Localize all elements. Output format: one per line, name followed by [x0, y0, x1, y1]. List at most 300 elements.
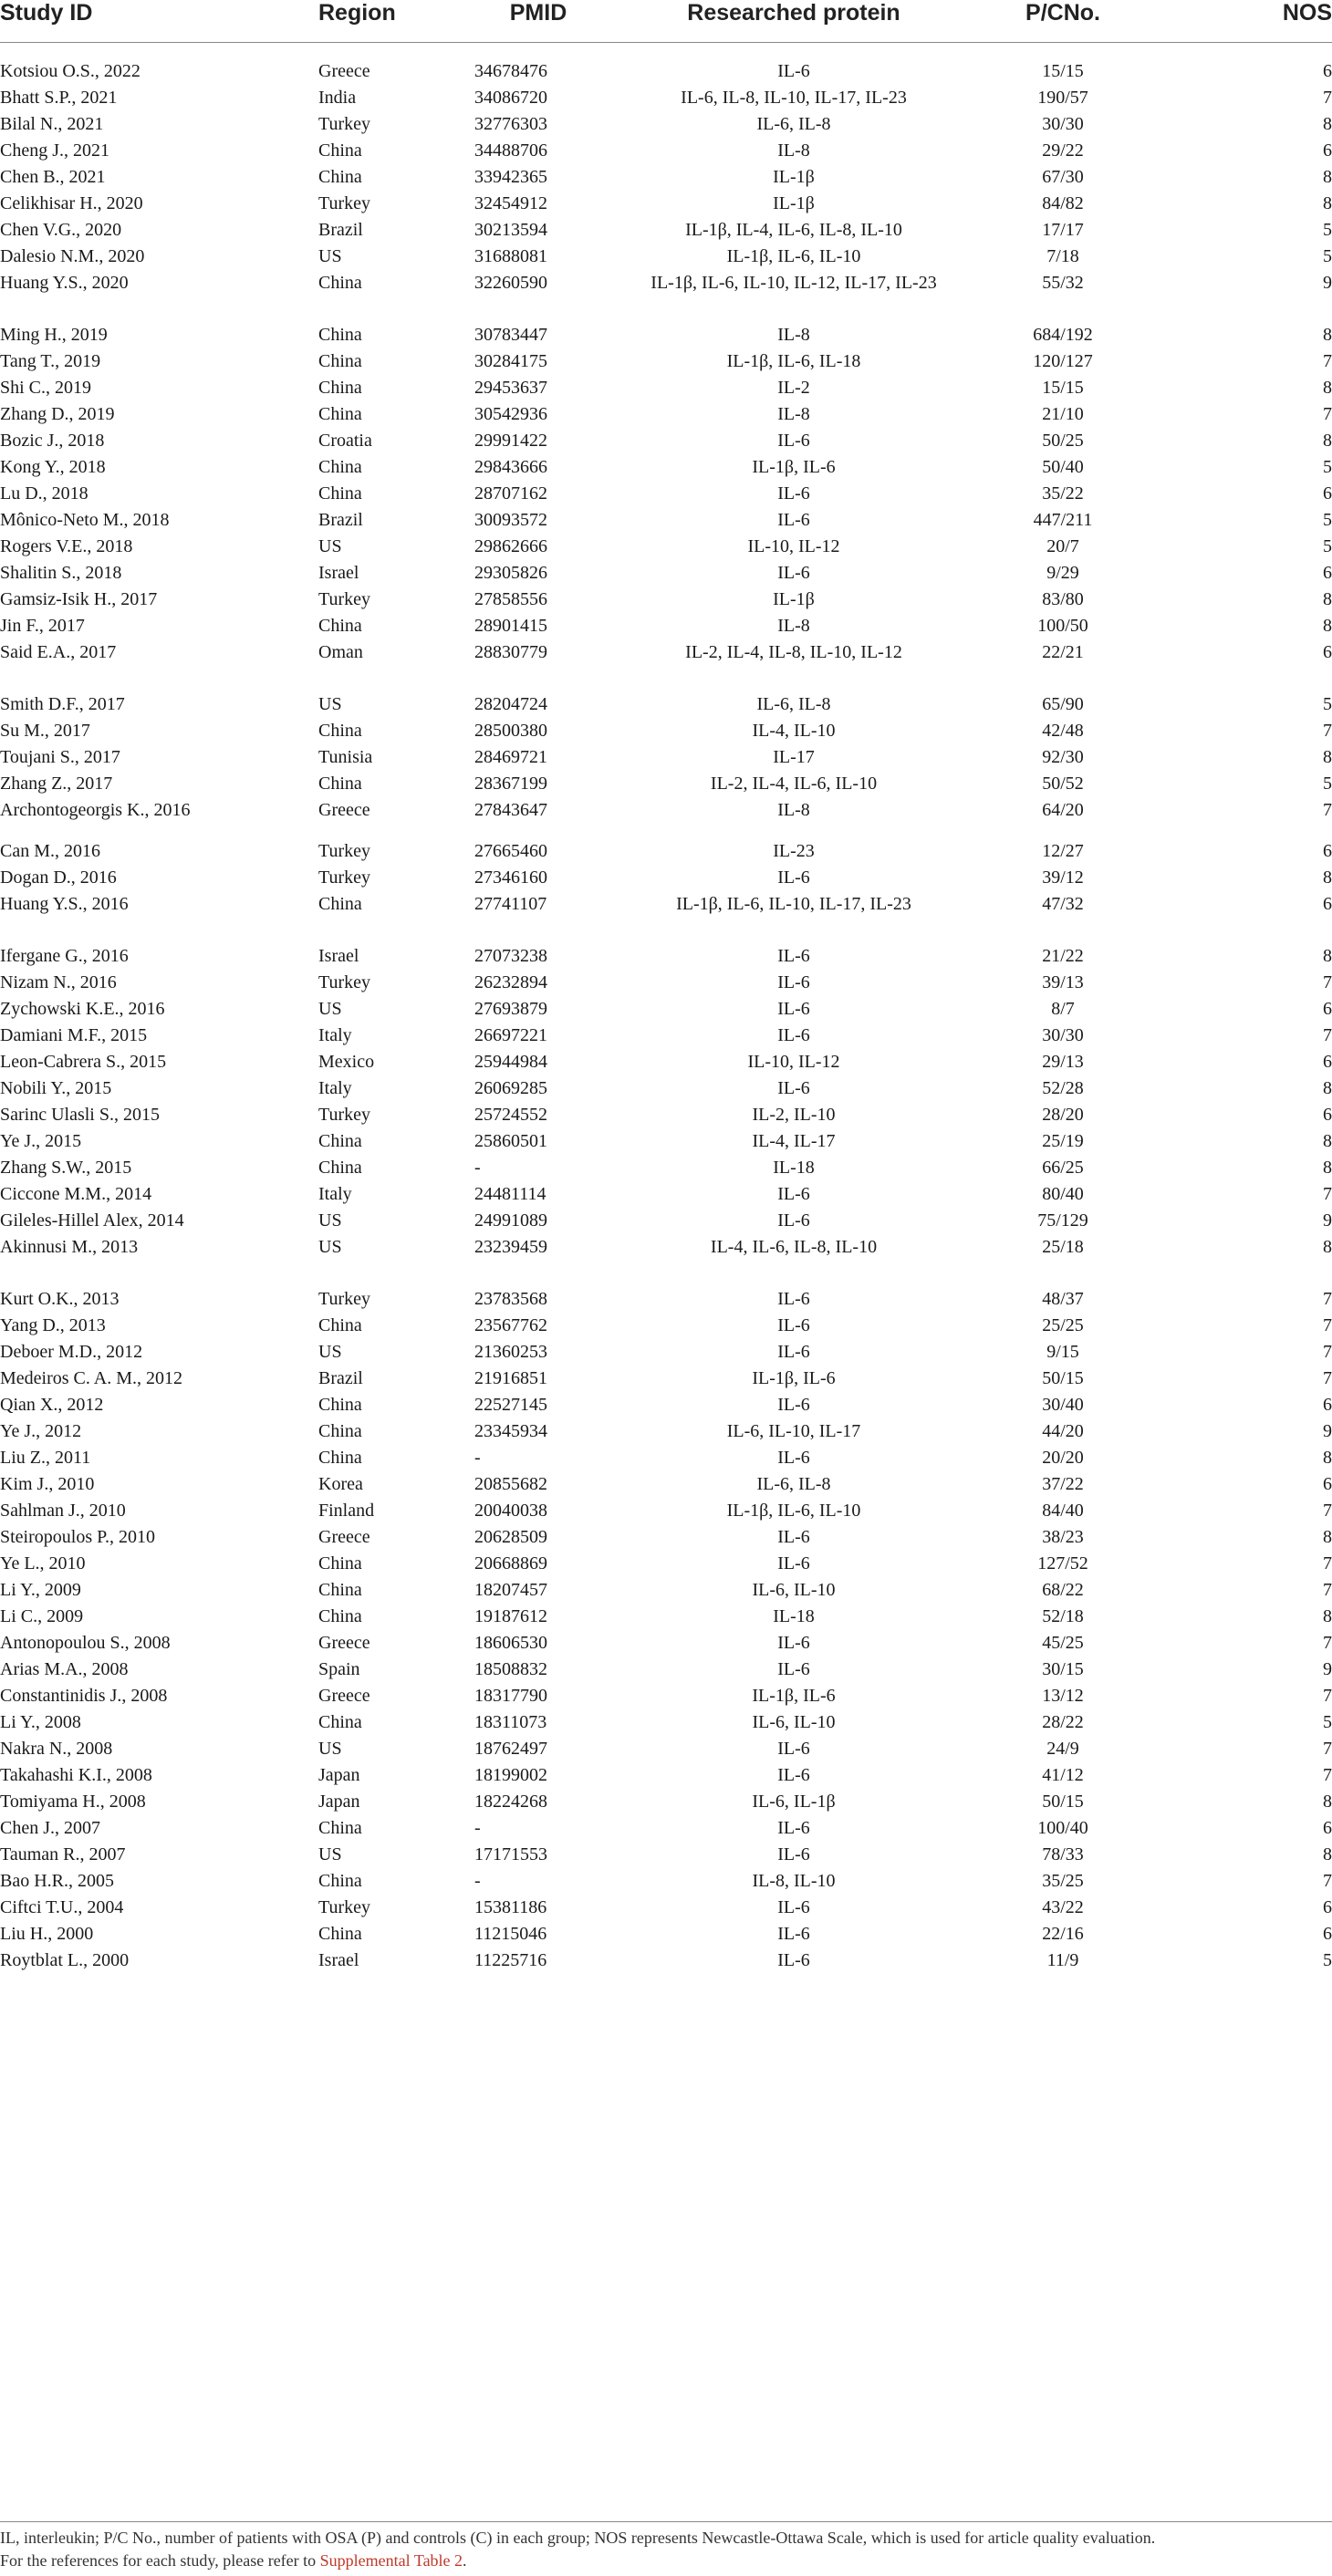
cell-pc-no: 92/30: [1042, 747, 1084, 767]
cell-pmid: 24991089: [474, 1210, 547, 1231]
cell-study-id: Shalitin S., 2018: [0, 563, 122, 583]
cell-region: US: [318, 1210, 342, 1231]
cell-researched-protein: IL-6: [777, 1950, 810, 1970]
cell-nos: 8: [1323, 1237, 1332, 1257]
cell-study-id: Mônico-Neto M., 2018: [0, 510, 170, 530]
cell-pc-no: 22/16: [1042, 1924, 1084, 1944]
cell-researched-protein: IL-8: [777, 325, 810, 345]
cell-study-id: Ifergane G., 2016: [0, 946, 129, 966]
cell-nos: 6: [1323, 1395, 1332, 1415]
cell-pmid: 28707162: [474, 483, 547, 504]
cell-region: Japan: [318, 1792, 360, 1812]
cell-region: China: [318, 1712, 362, 1732]
cell-nos: 7: [1323, 404, 1332, 424]
cell-pmid: 26232894: [474, 972, 547, 992]
cell-pc-no: 50/15: [1042, 1792, 1084, 1812]
cell-researched-protein: IL-1β, IL-6: [752, 1368, 836, 1388]
cell-study-id: Jin F., 2017: [0, 616, 85, 636]
cell-researched-protein: IL-1β, IL-6, IL-10, IL-12, IL-17, IL-23: [650, 273, 937, 293]
cell-nos: 8: [1323, 867, 1332, 888]
cell-pmid: 28204724: [474, 694, 547, 714]
cell-pmid: 26697221: [474, 1025, 547, 1045]
cell-pmid: 23783568: [474, 1289, 547, 1309]
cell-pmid: -: [474, 1158, 481, 1178]
cell-study-id: Dalesio N.M., 2020: [0, 246, 145, 266]
cell-pc-no: 52/28: [1042, 1078, 1084, 1098]
table-row: [0, 1376, 1332, 1415]
cell-pc-no: 35/22: [1042, 483, 1084, 504]
cell-pc-no: 52/18: [1042, 1606, 1084, 1626]
cell-pmid: 18606530: [474, 1633, 547, 1653]
cell-pc-no: 44/20: [1042, 1421, 1084, 1441]
cell-researched-protein: IL-1β, IL-6, IL-10, IL-17, IL-23: [676, 894, 911, 914]
cell-region: Brazil: [318, 510, 363, 530]
cell-region: Italy: [318, 1184, 352, 1204]
cell-region: US: [318, 1844, 342, 1864]
cell-nos: 7: [1323, 800, 1332, 820]
cell-researched-protein: IL-6: [777, 1448, 810, 1468]
cell-region: Greece: [318, 1633, 370, 1653]
table-row: [0, 1350, 1332, 1388]
table-row: [0, 1113, 1332, 1151]
cell-pc-no: 100/40: [1037, 1818, 1088, 1838]
cell-pmid: 29991422: [474, 431, 547, 451]
cell-researched-protein: IL-6: [777, 1395, 810, 1415]
cell-pc-no: 45/25: [1042, 1633, 1084, 1653]
cell-region: Turkey: [318, 1289, 371, 1309]
cell-study-id: Nizam N., 2016: [0, 972, 117, 992]
cell-region: Brazil: [318, 1368, 363, 1388]
cell-pc-no: 37/22: [1042, 1474, 1084, 1494]
table-row: [0, 545, 1332, 583]
cell-region: China: [318, 378, 362, 398]
cell-pc-no: 80/40: [1042, 1184, 1084, 1204]
cell-pc-no: 21/10: [1042, 404, 1084, 424]
table-row: [0, 1219, 1332, 1271]
cell-pc-no: 7/18: [1046, 246, 1079, 266]
cell-nos: 6: [1323, 1105, 1332, 1125]
cell-pc-no: 42/48: [1042, 721, 1084, 741]
table-row: [0, 228, 1332, 266]
cell-researched-protein: IL-6, IL-10: [752, 1712, 836, 1732]
cell-researched-protein: IL-8, IL-10: [752, 1871, 836, 1891]
cell-pmid: 33942365: [474, 167, 547, 187]
cell-researched-protein: IL-10, IL-12: [747, 536, 840, 556]
cell-pmid: 32454912: [474, 193, 547, 213]
cell-nos: 8: [1323, 1078, 1332, 1098]
table-row: [0, 492, 1332, 530]
cell-pmid: 18311073: [474, 1712, 547, 1732]
cell-study-id: Su M., 2017: [0, 721, 90, 741]
header-region: Region: [318, 0, 396, 26]
cell-region: China: [318, 404, 362, 424]
cell-researched-protein: IL-6, IL-10: [752, 1580, 836, 1600]
cell-pmid: 27073238: [474, 946, 547, 966]
cell-researched-protein: IL-17: [773, 747, 815, 767]
cell-researched-protein: IL-18: [773, 1158, 815, 1178]
cell-researched-protein: IL-1β, IL-6: [752, 1686, 836, 1706]
cell-pmid: 21360253: [474, 1342, 547, 1362]
cell-pc-no: 20/7: [1046, 536, 1079, 556]
table-row: [0, 1509, 1332, 1547]
cell-study-id: Gamsiz-Isik H., 2017: [0, 589, 158, 609]
cell-region: Turkey: [318, 114, 371, 134]
table-row: [0, 1667, 1332, 1706]
table-row: [0, 518, 1332, 556]
cell-region: China: [318, 1131, 362, 1151]
cell-pmid: 23239459: [474, 1237, 547, 1257]
cell-study-id: Bilal N., 2021: [0, 114, 104, 134]
cell-pc-no: 9/15: [1046, 1342, 1079, 1362]
header-nos: NOS: [1282, 0, 1332, 26]
cell-researched-protein: IL-6, IL-8: [756, 1474, 831, 1494]
cell-researched-protein: IL-23: [773, 841, 815, 861]
table-row: [0, 1588, 1332, 1626]
cell-researched-protein: IL-6: [777, 1924, 810, 1944]
cell-study-id: Ciccone M.M., 2014: [0, 1184, 152, 1204]
cell-study-id: Bozic J., 2018: [0, 431, 105, 451]
cell-study-id: Archontogeorgis K., 2016: [0, 800, 191, 820]
cell-region: Greece: [318, 61, 370, 81]
cell-researched-protein: IL-1β, IL-6: [752, 457, 836, 477]
cell-study-id: Tomiyama H., 2008: [0, 1792, 146, 1812]
cell-study-id: Kurt O.K., 2013: [0, 1289, 120, 1309]
cell-study-id: Chen B., 2021: [0, 167, 106, 187]
cell-pc-no: 22/21: [1042, 642, 1084, 662]
table-row: [0, 954, 1332, 992]
table-row: [0, 1747, 1332, 1785]
cell-study-id: Kotsiou O.S., 2022: [0, 61, 140, 81]
table-header: [0, 0, 1332, 42]
table-row: [0, 1694, 1332, 1732]
cell-pmid: 23345934: [474, 1421, 547, 1441]
cell-region: Finland: [318, 1501, 375, 1521]
cell-nos: 9: [1323, 273, 1332, 293]
cell-nos: 7: [1323, 1368, 1332, 1388]
cell-region: Turkey: [318, 867, 371, 888]
cell-region: Korea: [318, 1474, 363, 1494]
cell-nos: 8: [1323, 1131, 1332, 1151]
cell-researched-protein: IL-6: [777, 1739, 810, 1759]
cell-pc-no: 28/22: [1042, 1712, 1084, 1732]
table-row: [0, 1324, 1332, 1362]
cell-pmid: 18224268: [474, 1792, 547, 1812]
cell-pmid: 17171553: [474, 1844, 547, 1864]
cell-nos: 7: [1323, 1289, 1332, 1309]
table-row: [0, 676, 1332, 714]
table-row: [0, 1482, 1332, 1521]
table-row: [0, 1826, 1332, 1864]
cell-pc-no: 8/7: [1051, 999, 1075, 1019]
table-row: [0, 1906, 1332, 1944]
table-row: [0, 1139, 1332, 1178]
cell-study-id: Deboer M.D., 2012: [0, 1342, 143, 1362]
cell-study-id: Sarinc Ulasli S., 2015: [0, 1105, 160, 1125]
cell-researched-protein: IL-6, IL-8: [756, 694, 831, 714]
cell-nos: 8: [1323, 1158, 1332, 1178]
table-row: [0, 1615, 1332, 1653]
cell-pc-no: 190/57: [1037, 88, 1088, 108]
cell-pmid: 18762497: [474, 1739, 547, 1759]
table-row: [0, 465, 1332, 504]
cell-pmid: 27665460: [474, 841, 547, 861]
footnote-references: [0, 2550, 1332, 2572]
cell-nos: 5: [1323, 1950, 1332, 1970]
cell-region: US: [318, 536, 342, 556]
cell-region: Turkey: [318, 972, 371, 992]
cell-region: China: [318, 1924, 362, 1944]
cell-pc-no: 30/30: [1042, 1025, 1084, 1045]
cell-study-id: Tauman R., 2007: [0, 1844, 126, 1864]
cell-nos: 8: [1323, 114, 1332, 134]
cell-region: China: [318, 1818, 362, 1838]
cell-nos: 8: [1323, 1606, 1332, 1626]
cell-pc-no: 120/127: [1033, 351, 1093, 371]
cell-region: Turkey: [318, 1897, 371, 1917]
cell-researched-protein: IL-6, IL-8: [756, 114, 831, 134]
cell-study-id: Li Y., 2008: [0, 1712, 81, 1732]
cell-region: China: [318, 1421, 362, 1441]
table-row: [0, 1271, 1332, 1309]
cell-study-id: Akinnusi M., 2013: [0, 1237, 139, 1257]
cell-nos: 8: [1323, 431, 1332, 451]
cell-region: China: [318, 774, 362, 794]
cell-nos: 5: [1323, 536, 1332, 556]
cell-pmid: 20040038: [474, 1501, 547, 1521]
cell-researched-protein: IL-6: [777, 1765, 810, 1785]
cell-researched-protein: IL-1β, IL-4, IL-6, IL-8, IL-10: [685, 220, 902, 240]
cell-researched-protein: IL-4, IL-10: [752, 721, 836, 741]
cell-study-id: Can M., 2016: [0, 841, 100, 861]
cell-study-id: Ye L., 2010: [0, 1553, 86, 1574]
cell-study-id: Shi C., 2019: [0, 378, 92, 398]
footer-divider: [0, 2521, 1332, 2522]
cell-region: China: [318, 167, 362, 187]
cell-pc-no: 48/37: [1042, 1289, 1084, 1309]
footnote-abbreviations: IL, interleukin; P/C No., number of patients with OSA (P) and controls (C) in each group; NOS represents Newcastle-Ottawa Scale, which is used for article quality evaluation.: [0, 2529, 1156, 2547]
cell-pmid: 28500380: [474, 721, 547, 741]
cell-pmid: 20628509: [474, 1527, 547, 1547]
cell-pc-no: 64/20: [1042, 800, 1084, 820]
cell-researched-protein: IL-6: [777, 1342, 810, 1362]
cell-researched-protein: IL-2, IL-10: [752, 1105, 836, 1125]
cell-pc-no: 12/27: [1042, 841, 1084, 861]
cell-region: Mexico: [318, 1052, 375, 1072]
cell-region: Greece: [318, 800, 370, 820]
cell-pmid: -: [474, 1818, 481, 1838]
cell-researched-protein: IL-6: [777, 999, 810, 1019]
cell-pc-no: 47/32: [1042, 894, 1084, 914]
table-row: [0, 981, 1332, 1019]
cell-pc-no: 78/33: [1042, 1844, 1084, 1864]
cell-region: China: [318, 1448, 362, 1468]
cell-study-id: Medeiros C. A. M., 2012: [0, 1368, 182, 1388]
cell-nos: 8: [1323, 167, 1332, 187]
cell-nos: 8: [1323, 1844, 1332, 1864]
cell-researched-protein: IL-2, IL-4, IL-8, IL-10, IL-12: [685, 642, 902, 662]
cell-study-id: Roytblat L., 2000: [0, 1950, 130, 1970]
cell-researched-protein: IL-6: [777, 1553, 810, 1574]
table-row: [0, 202, 1332, 240]
cell-pmid: 15381186: [474, 1897, 547, 1917]
cell-pc-no: 55/32: [1042, 273, 1084, 293]
cell-pc-no: 17/17: [1042, 220, 1084, 240]
cell-pmid: 34086720: [474, 88, 547, 108]
table-row: [0, 1720, 1332, 1759]
cell-pmid: 30542936: [474, 404, 547, 424]
cell-region: China: [318, 1580, 362, 1600]
cell-pmid: 31688081: [474, 246, 547, 266]
table-row: [0, 928, 1332, 966]
cell-nos: 8: [1323, 747, 1332, 767]
cell-pc-no: 25/19: [1042, 1131, 1084, 1151]
cell-nos: 8: [1323, 946, 1332, 966]
cell-pmid: 28901415: [474, 616, 547, 636]
cell-nos: 9: [1323, 1210, 1332, 1231]
cell-pmid: 21916851: [474, 1368, 547, 1388]
cell-study-id: Li Y., 2009: [0, 1580, 81, 1600]
cell-study-id: Qian X., 2012: [0, 1395, 104, 1415]
cell-region: Israel: [318, 563, 359, 583]
cell-region: China: [318, 140, 362, 161]
table-row: [0, 175, 1332, 213]
header-researched-protein: Researched protein: [687, 0, 900, 26]
cell-researched-protein: IL-8: [777, 140, 810, 161]
cell-nos: 5: [1323, 510, 1332, 530]
table-footnote: [0, 2527, 1332, 2572]
cell-pc-no: 50/52: [1042, 774, 1084, 794]
cell-region: Israel: [318, 946, 359, 966]
footnote-ref-prefix: For the references for each study, please refer to: [0, 2551, 320, 2570]
cell-pmid: 25860501: [474, 1131, 547, 1151]
cell-nos: 6: [1323, 894, 1332, 914]
table-row: [0, 782, 1332, 823]
cell-nos: 5: [1323, 246, 1332, 266]
cell-nos: 9: [1323, 1421, 1332, 1441]
cell-pmid: 26069285: [474, 1078, 547, 1098]
table-row: [0, 729, 1332, 767]
cell-pmid: 30213594: [474, 220, 547, 240]
cell-study-id: Kim J., 2010: [0, 1474, 95, 1494]
cell-pmid: -: [474, 1448, 481, 1468]
cell-region: China: [318, 273, 362, 293]
cell-region: China: [318, 1871, 362, 1891]
cell-study-id: Dogan D., 2016: [0, 867, 117, 888]
cell-region: Turkey: [318, 841, 371, 861]
cell-nos: 9: [1323, 1659, 1332, 1679]
cell-region: Croatia: [318, 431, 372, 451]
cell-pmid: 11215046: [474, 1924, 547, 1944]
cell-pmid: 30093572: [474, 510, 547, 530]
cell-study-id: Zhang Z., 2017: [0, 774, 113, 794]
cell-study-id: Zychowski K.E., 2016: [0, 999, 165, 1019]
cell-region: China: [318, 483, 362, 504]
cell-study-id: Constantinidis J., 2008: [0, 1686, 168, 1706]
cell-researched-protein: IL-6: [777, 1844, 810, 1864]
cell-pmid: 24481114: [474, 1184, 546, 1204]
cell-region: China: [318, 325, 362, 345]
supplemental-table-link[interactable]: Supplemental Table 2: [319, 2551, 463, 2570]
cell-nos: 8: [1323, 1448, 1332, 1468]
cell-region: China: [318, 616, 362, 636]
cell-study-id: Damiani M.F., 2015: [0, 1025, 148, 1045]
cell-nos: 7: [1323, 1501, 1332, 1521]
cell-pc-no: 30/30: [1042, 114, 1084, 134]
cell-region: Israel: [318, 1950, 359, 1970]
cell-researched-protein: IL-4, IL-17: [752, 1131, 836, 1151]
cell-pc-no: 83/80: [1042, 589, 1084, 609]
cell-pc-no: 25/25: [1042, 1315, 1084, 1335]
cell-pc-no: 68/22: [1042, 1580, 1084, 1600]
cell-researched-protein: IL-1β, IL-6, IL-10: [726, 246, 861, 266]
cell-pmid: 11225716: [474, 1950, 547, 1970]
cell-researched-protein: IL-6: [777, 1527, 810, 1547]
cell-region: US: [318, 1739, 342, 1759]
cell-region: China: [318, 457, 362, 477]
cell-nos: 7: [1323, 1739, 1332, 1759]
cell-study-id: Rogers V.E., 2018: [0, 536, 133, 556]
table-row: [0, 1403, 1332, 1441]
cell-pc-no: 30/40: [1042, 1395, 1084, 1415]
cell-study-id: Liu H., 2000: [0, 1924, 94, 1944]
cell-study-id: Sahlman J., 2010: [0, 1501, 126, 1521]
cell-pc-no: 20/20: [1042, 1448, 1084, 1468]
cell-researched-protein: IL-8: [777, 404, 810, 424]
table-row: [0, 254, 1332, 306]
cell-nos: 5: [1323, 220, 1332, 240]
cell-region: Brazil: [318, 220, 363, 240]
cell-pmid: 27693879: [474, 999, 547, 1019]
cell-nos: 7: [1323, 1184, 1332, 1204]
cell-study-id: Nakra N., 2008: [0, 1739, 113, 1759]
cell-researched-protein: IL-18: [773, 1606, 815, 1626]
cell-nos: 6: [1323, 841, 1332, 861]
cell-study-id: Gileles-Hillel Alex, 2014: [0, 1210, 184, 1231]
cell-pc-no: 447/211: [1033, 510, 1093, 530]
table-row: [0, 1297, 1332, 1335]
cell-researched-protein: IL-6: [777, 1078, 810, 1098]
cell-nos: 7: [1323, 1580, 1332, 1600]
cell-nos: 6: [1323, 999, 1332, 1019]
cell-pc-no: 24/9: [1046, 1739, 1079, 1759]
cell-study-id: Chen V.G., 2020: [0, 220, 122, 240]
cell-researched-protein: IL-6: [777, 510, 810, 530]
cell-researched-protein: IL-6: [777, 1184, 810, 1204]
cell-researched-protein: IL-1β, IL-6, IL-18: [726, 351, 861, 371]
cell-region: Turkey: [318, 1105, 371, 1125]
header-study-id: Study ID: [0, 0, 93, 26]
cell-region: China: [318, 1606, 362, 1626]
cell-pc-no: 65/90: [1042, 694, 1084, 714]
cell-researched-protein: IL-6: [777, 431, 810, 451]
cell-pc-no: 9/29: [1046, 563, 1079, 583]
cell-pmid: 25944984: [474, 1052, 547, 1072]
cell-region: China: [318, 1158, 362, 1178]
table-row: [0, 1853, 1332, 1891]
cell-region: US: [318, 246, 342, 266]
cell-researched-protein: IL-1β, IL-6, IL-10: [726, 1501, 861, 1521]
cell-pmid: 18199002: [474, 1765, 547, 1785]
cell-nos: 7: [1323, 1871, 1332, 1891]
cell-nos: 8: [1323, 378, 1332, 398]
cell-nos: 6: [1323, 483, 1332, 504]
cell-researched-protein: IL-6: [777, 1025, 810, 1045]
cell-nos: 6: [1323, 642, 1332, 662]
cell-region: China: [318, 1395, 362, 1415]
cell-study-id: Takahashi K.I., 2008: [0, 1765, 152, 1785]
cell-region: Japan: [318, 1765, 360, 1785]
cell-nos: 7: [1323, 1342, 1332, 1362]
